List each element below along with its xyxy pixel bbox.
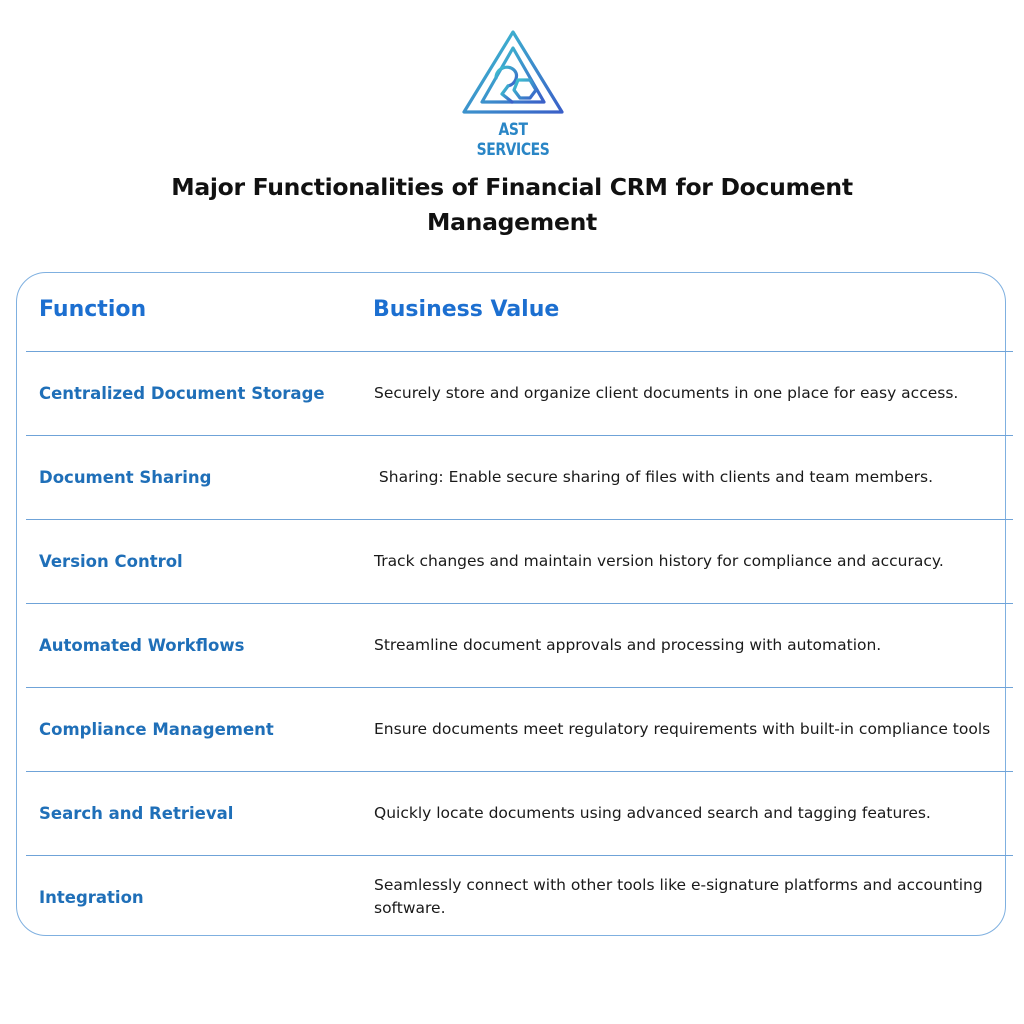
function-cell: Search and Retrieval [39, 803, 234, 823]
functionality-table [16, 272, 1006, 936]
triangle-circuit-logo-icon [456, 28, 570, 124]
table-header-row [26, 273, 1013, 352]
function-cell: Compliance Management [39, 719, 274, 739]
table-row [26, 687, 1013, 772]
business-value-cell: Securely store and organize client documents in one place for easy access. [374, 383, 959, 402]
function-cell: Document Sharing [39, 467, 212, 487]
business-value-cell: Streamline document approvals and processing with automation. [374, 635, 882, 654]
business-value-cell: Sharing: Enable secure sharing of files with clients and team members. [374, 467, 933, 486]
function-cell: Centralized Document Storage [39, 383, 325, 403]
business-value-cell: Ensure documents meet regulatory requirements with built-in compliance tools [374, 719, 991, 738]
table-row [26, 855, 1013, 939]
business-value-cell: Quickly locate documents using advanced search and tagging features. [374, 803, 931, 822]
business-value-cell: Seamlessly connect with other tools like e-signature platforms and accounting software. [374, 876, 983, 917]
header-function: Function [39, 297, 147, 322]
table-row [26, 435, 1013, 520]
header-business-value: Business Value [373, 297, 560, 322]
brand-name: AST SERVICES [476, 120, 550, 160]
function-cell: Version Control [39, 551, 183, 571]
page-title: Major Functionalities of Financial CRM for Document Management [171, 173, 853, 236]
table-row [26, 603, 1013, 688]
brand-logo [456, 28, 570, 160]
table-row [26, 771, 1013, 856]
table-row [26, 351, 1013, 436]
function-cell: Integration [39, 887, 144, 907]
table-row [26, 519, 1013, 604]
function-cell: Automated Workflows [39, 635, 245, 655]
business-value-cell: Track changes and maintain version history for compliance and accuracy. [374, 551, 944, 570]
